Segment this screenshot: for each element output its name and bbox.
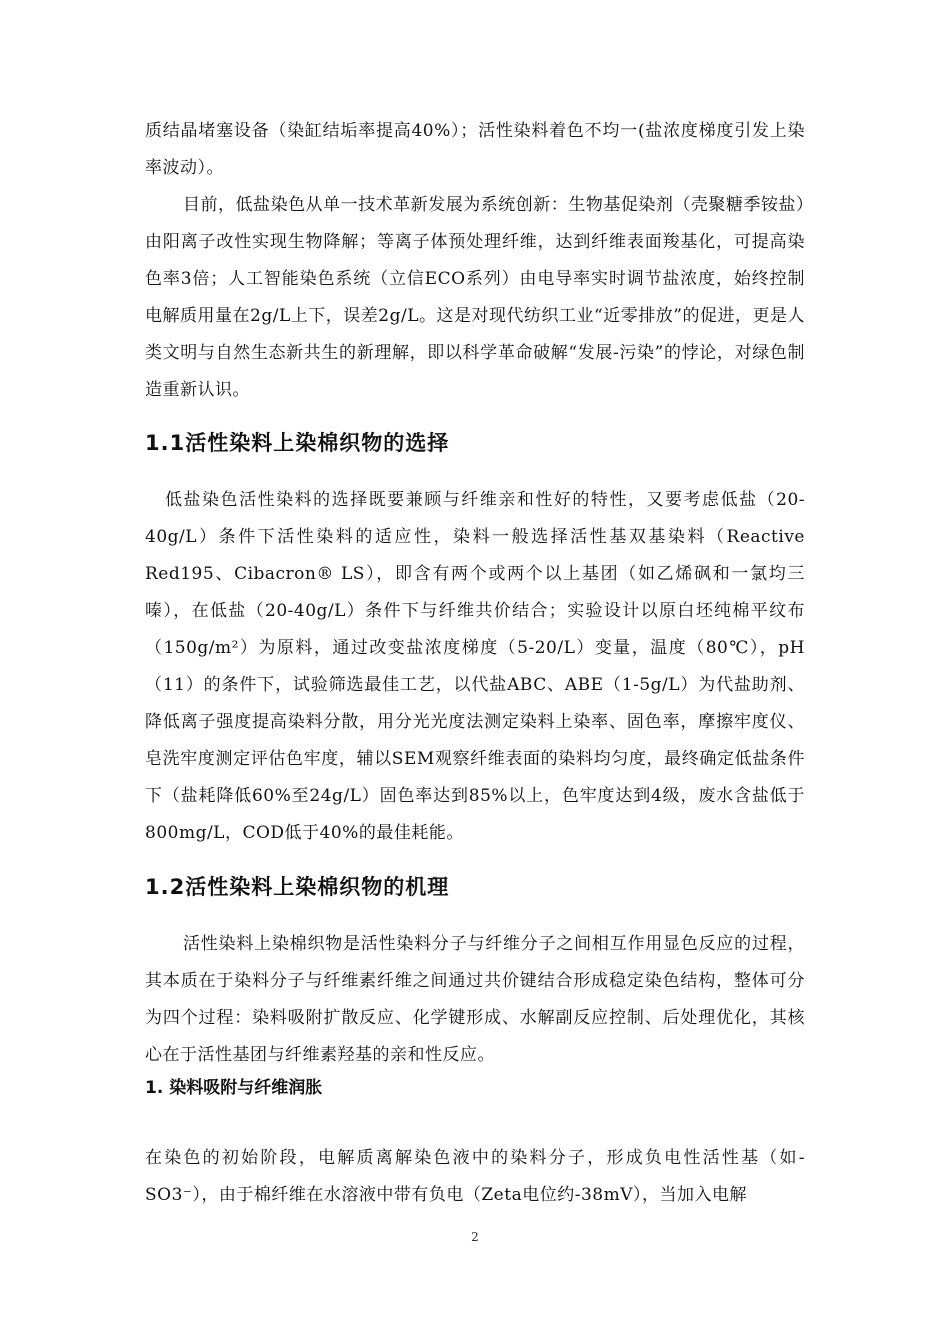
paragraph-initial-stage: 在染色的初始阶段，电解质离解染色液中的染料分子，形成负电性活性基（如-SO3⁻），由于棉纤维在水溶液中带有负电（Zeta电位约-38mV），当加入电解 xyxy=(145,1148,805,1205)
paragraph-dye-selection: 低盐染色活性染料的选择既要兼顾与纤维亲和性好的特性，又要考虑低盐（20-40g/L）条件下活性染料的适应性，染料一般选择活性基双基染料（Reactive Red195、Cibacron® LS），即含有两个或两个以上基团（如乙烯砜和一氯均三嗪），在低盐（20-40g/L）条件下与纤维共价结合；实验设计以原白坯纯棉平纹布（150g/m²）为原料，通过改变盐浓度梯度（5-20/L）变量，温度（80℃），pH（11）的条件下，试验筛选最佳工艺，以代盐ABC、ABE（1-5g/L）为代盐助剂、降低离子强度提高染料分散，用分光光度法测定染料上染率、固色率，摩擦牢度仪、皂洗牢度测定评估色牢度，辅以SEM观察纤维表面的染料均匀度，最终确定低盐条件下（盐耗降低60%至24g/L）固色率达到85%以上，色牢度达到4级，废水含盐低于800mg/L，COD低于40%的最佳耗能。 xyxy=(145,490,805,843)
paragraph-low-salt-overview: 目前，低盐染色从单一技术革新发展为系统创新：生物基促染剂（壳聚糖季铵盐）由阳离子改性实现生物降解；等离子体预处理纤维，达到纤维表面羧基化，可提高染色率3倍；人工智能染色系统（立信ECO系列）由电导率实时调节盐浓度，始终控制电解质用量在2g/L上下，误差2g/L。这是对现代纺织工业“近零排放”的促进，更是人类文明与自然生态新共生的新理解，即以科学革命破解“发展-污染”的悖论，对绿色制造重新认识。 xyxy=(145,195,805,400)
subheading-dye-adsorption: 1. 染料吸附与纤维润胀 xyxy=(145,1078,323,1098)
page-number: 2 xyxy=(471,1230,479,1244)
section-heading-1-1: 1.1活性染料上染棉织物的选择 xyxy=(145,431,450,455)
paragraph-dyeing-mechanism: 活性染料上染棉织物是活性染料分子与纤维分子之间相互作用显色反应的过程，其本质在于染料分子与纤维素纤维之间通过共价键结合形成稳定染色结构，整体可分为四个过程：染料吸附扩散反应、化学键形成、水解副反应控制、后处理优化，其核心在于活性基团与纤维素羟基的亲和性反应。 xyxy=(145,934,805,1065)
section-heading-1-2: 1.2活性染料上染棉织物的机理 xyxy=(145,875,450,899)
paragraph-continuation: 质结晶堵塞设备（染缸结垢率提高40%）；活性染料着色不均一(盐浓度梯度引发上染率波动）。 xyxy=(145,121,805,178)
